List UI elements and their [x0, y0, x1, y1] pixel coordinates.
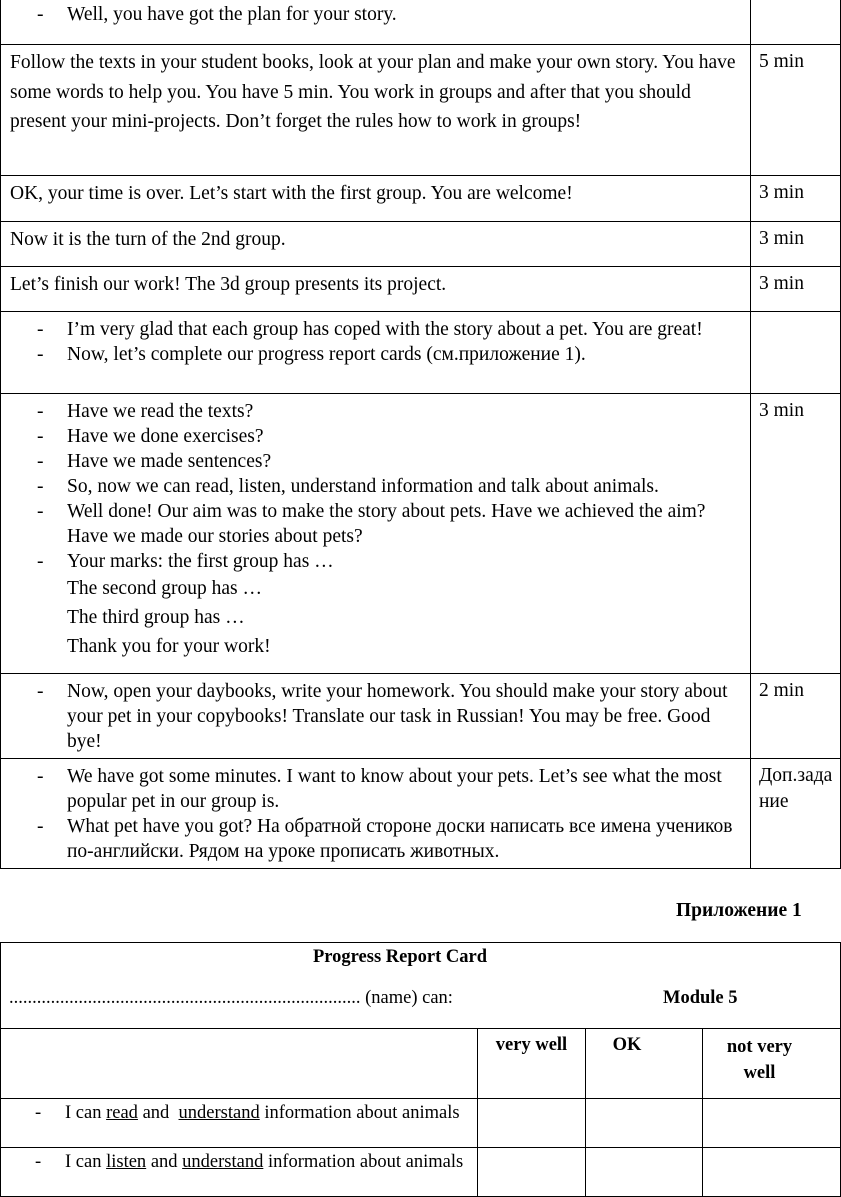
- stage-text: [1, 312, 751, 394]
- stage-text: OK, your time is over. Let’s start with the first group. You are welcome!: [1, 176, 751, 222]
- list-item: - Your marks: the first group has …: [10, 549, 742, 574]
- column-header-row: [1, 1029, 841, 1099]
- stage-time: 3 min: [751, 176, 841, 222]
- list-item: - I’m very glad that each group has coped with the story about a pet. You are great!: [10, 317, 742, 342]
- col-not-very-well: not very well: [703, 1029, 841, 1099]
- stage-text: [1, 0, 751, 45]
- table-row: [1, 312, 841, 394]
- stage-time: 5 min: [751, 45, 841, 176]
- stage-time: 3 min: [751, 222, 841, 267]
- stage-time: Доп.задание: [751, 759, 841, 869]
- table-row: [1, 222, 841, 267]
- stage-text: [1, 759, 751, 869]
- mark-cell[interactable]: [703, 1099, 841, 1148]
- mark-cell[interactable]: [703, 1148, 841, 1197]
- card-title: Progress Report Card: [313, 947, 488, 967]
- list-item: - Now, let’s complete our progress report cards (см.приложение 1).: [10, 342, 742, 367]
- stage-text: [1, 394, 751, 674]
- list-item: - Have we done exercises?: [10, 424, 742, 449]
- list-item: - Now, open your daybooks, write your homework. You should make your story about your pet in your copybooks! Translate our task in Russian! You may be free. Good bye!: [10, 679, 742, 754]
- stage-text: Let’s finish our work! The 3d group presents its project.: [1, 267, 751, 312]
- table-row: [1, 759, 841, 869]
- list-item: - We have got some minutes. I want to know about your pets. Let’s see what the most popular pet in our group is.: [10, 764, 742, 814]
- list-item: - So, now we can read, listen, understand information and talk about animals.: [10, 474, 742, 499]
- stage-text: Follow the texts in your student books, look at your plan and make your own story. You have some words to help you. You have 5 min. You work in groups and after that you should present your mini-projects. Don’t forget the rules how to work in groups!: [1, 45, 751, 176]
- mark-cell[interactable]: [478, 1099, 586, 1148]
- mark-cell[interactable]: [586, 1148, 703, 1197]
- module-label: Module 5: [663, 988, 738, 1008]
- list-item: - Have we made sentences?: [10, 449, 742, 474]
- appendix-label: Приложение 1: [676, 900, 802, 921]
- name-line: ............................................................................ (name) can:: [9, 988, 453, 1008]
- continuation-line: Thank you for your work!: [67, 636, 271, 657]
- stage-time: [751, 312, 841, 394]
- table-row: [1, 0, 841, 45]
- col-very-well: very well: [478, 1029, 586, 1099]
- table-row: [1, 1148, 841, 1197]
- table-row: [1, 674, 841, 759]
- stage-text: Now it is the turn of the 2nd group.: [1, 222, 751, 267]
- continuation-line: The second group has …: [67, 578, 262, 599]
- table-row: [1, 394, 841, 674]
- mark-cell[interactable]: [586, 1099, 703, 1148]
- stage-time: [751, 0, 841, 45]
- list-item: - What pet have you got? На обратной стороне доски написать все имена учеников по-английски. Рядом на уроке прописать животных.: [10, 814, 742, 864]
- stage-time: 3 min: [751, 267, 841, 312]
- skill-statement: - I can listen and understand information about animals: [7, 1151, 471, 1174]
- stage-time: 2 min: [751, 674, 841, 759]
- table-row: [1, 1099, 841, 1148]
- skill-statement: - I can read and understand information about animals: [7, 1102, 471, 1125]
- list-item: - Have we read the texts?: [10, 399, 742, 424]
- col-ok: OK: [586, 1029, 703, 1099]
- progress-report-card: [0, 942, 841, 1197]
- stage-text: [1, 674, 751, 759]
- card-header-row: [1, 943, 841, 1029]
- list-item: - Well, you have got the plan for your story.: [10, 2, 742, 27]
- continuation-line: The third group has …: [67, 607, 245, 628]
- table-row: [1, 267, 841, 312]
- list-item: - Well done! Our aim was to make the story about pets. Have we achieved the aim? Have we made our stories about pets?: [10, 499, 742, 549]
- mark-cell[interactable]: [478, 1148, 586, 1197]
- table-row: [1, 176, 841, 222]
- stage-time: 3 min: [751, 394, 841, 674]
- table-row: [1, 45, 841, 176]
